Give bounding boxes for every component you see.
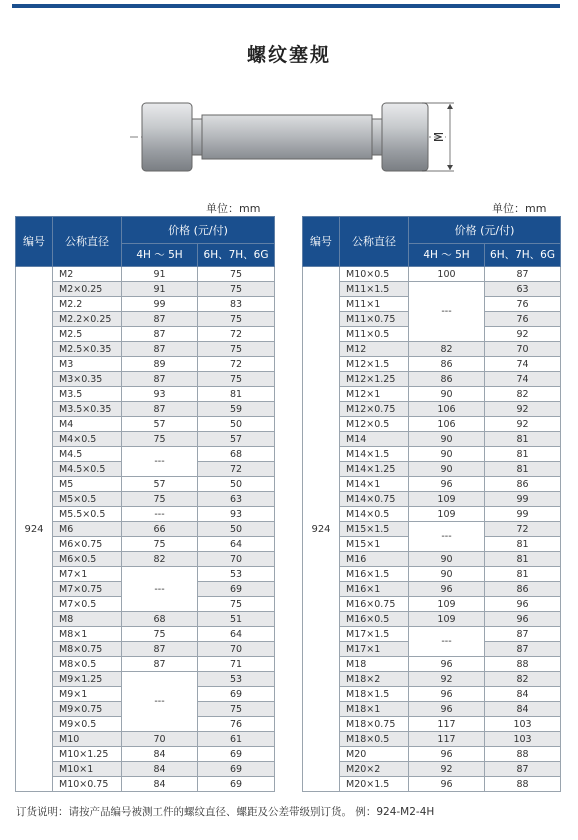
price-b-cell: 72 <box>198 357 275 372</box>
table-row <box>16 282 275 297</box>
table-row <box>16 507 275 522</box>
price-a-cell: 96 <box>409 657 485 672</box>
diameter-cell: M10×0.5 <box>340 267 409 282</box>
price-b-cell: 81 <box>198 387 275 402</box>
price-b-cell: 69 <box>198 762 275 777</box>
diameter-cell: M5.5×0.5 <box>53 507 122 522</box>
price-a-cell: 87 <box>122 372 198 387</box>
price-a-cell: --- <box>122 507 198 522</box>
price-b-cell: 87 <box>485 762 561 777</box>
price-b-cell: 76 <box>485 297 561 312</box>
price-a-cell: 90 <box>409 387 485 402</box>
table-row <box>16 402 275 417</box>
price-a-cell: --- <box>122 567 198 612</box>
table-row <box>16 492 275 507</box>
table-row <box>16 762 275 777</box>
table-row <box>303 372 561 387</box>
price-b-cell: 57 <box>198 432 275 447</box>
price-a-cell: 100 <box>409 267 485 282</box>
table-row <box>16 387 275 402</box>
price-b-cell: 81 <box>485 432 561 447</box>
diameter-cell: M10×0.75 <box>53 777 122 792</box>
diameter-cell: M2.5×0.35 <box>53 342 122 357</box>
table-row <box>16 432 275 447</box>
price-a-cell: 96 <box>409 747 485 762</box>
price-a-cell: 96 <box>409 477 485 492</box>
diameter-cell: M7×0.75 <box>53 582 122 597</box>
table-body-left <box>16 267 275 792</box>
price-b-cell: 99 <box>485 507 561 522</box>
thread-plug-gauge-drawing <box>128 95 458 185</box>
price-b-cell: 81 <box>485 552 561 567</box>
table-row <box>303 357 561 372</box>
diameter-cell: M12×1.25 <box>340 372 409 387</box>
table-row <box>303 492 561 507</box>
diameter-cell: M18×0.5 <box>340 732 409 747</box>
price-b-cell: 75 <box>198 342 275 357</box>
price-a-cell: 84 <box>122 747 198 762</box>
header-id: 编号 <box>16 217 53 267</box>
price-b-cell: 96 <box>485 612 561 627</box>
price-a-cell: 117 <box>409 717 485 732</box>
table-row <box>303 687 561 702</box>
diameter-cell: M14×0.5 <box>340 507 409 522</box>
diameter-cell: M17×1 <box>340 642 409 657</box>
diameter-cell: M4.5×0.5 <box>53 462 122 477</box>
table-row <box>303 552 561 567</box>
diameter-cell: M9×1 <box>53 687 122 702</box>
price-b-cell: 50 <box>198 477 275 492</box>
diameter-cell: M8×0.75 <box>53 642 122 657</box>
diameter-cell: M3 <box>53 357 122 372</box>
header-id: 编号 <box>303 217 340 267</box>
diameter-cell: M12 <box>340 342 409 357</box>
diameter-cell: M15×1 <box>340 537 409 552</box>
diameter-cell: M9×0.75 <box>53 702 122 717</box>
table-row <box>16 297 275 312</box>
price-a-cell: 90 <box>409 447 485 462</box>
price-a-cell: 75 <box>122 537 198 552</box>
price-a-cell: 92 <box>409 672 485 687</box>
price-a-cell: 90 <box>409 432 485 447</box>
price-a-cell: 106 <box>409 417 485 432</box>
price-b-cell: 96 <box>485 597 561 612</box>
price-b-cell: 92 <box>485 402 561 417</box>
table-row <box>303 672 561 687</box>
price-b-cell: 93 <box>198 507 275 522</box>
diameter-cell: M2 <box>53 267 122 282</box>
header-col-a: 4H ～ 5H <box>409 244 485 267</box>
table-row <box>16 267 275 282</box>
table-row <box>303 387 561 402</box>
price-b-cell: 75 <box>198 282 275 297</box>
diameter-cell: M11×1 <box>340 297 409 312</box>
price-a-cell: 86 <box>409 372 485 387</box>
table-row <box>16 342 275 357</box>
diameter-cell: M18×2 <box>340 672 409 687</box>
diameter-cell: M11×0.5 <box>340 327 409 342</box>
price-b-cell: 87 <box>485 627 561 642</box>
table-row <box>16 447 275 462</box>
price-a-cell: 91 <box>122 282 198 297</box>
diameter-cell: M16×0.75 <box>340 597 409 612</box>
price-b-cell: 68 <box>198 447 275 462</box>
table-row <box>16 642 275 657</box>
price-a-cell: 109 <box>409 612 485 627</box>
table-row <box>16 372 275 387</box>
price-b-cell: 75 <box>198 372 275 387</box>
header-name: 公称直径 <box>340 217 409 267</box>
diameter-cell: M16×1 <box>340 582 409 597</box>
price-a-cell: --- <box>122 672 198 732</box>
price-b-cell: 50 <box>198 522 275 537</box>
price-b-cell: 59 <box>198 402 275 417</box>
diameter-cell: M2.5 <box>53 327 122 342</box>
price-b-cell: 64 <box>198 537 275 552</box>
diameter-cell: M7×0.5 <box>53 597 122 612</box>
table-row <box>303 447 561 462</box>
table-row <box>16 777 275 792</box>
price-a-cell: 96 <box>409 582 485 597</box>
diameter-cell: M14×0.75 <box>340 492 409 507</box>
price-a-cell: 86 <box>409 357 485 372</box>
diameter-cell: M6×0.75 <box>53 537 122 552</box>
price-b-cell: 76 <box>198 717 275 732</box>
price-b-cell: 92 <box>485 327 561 342</box>
table-row <box>303 612 561 627</box>
price-b-cell: 69 <box>198 582 275 597</box>
price-b-cell: 63 <box>198 492 275 507</box>
price-b-cell: 53 <box>198 672 275 687</box>
table-row <box>16 657 275 672</box>
price-b-cell: 74 <box>485 372 561 387</box>
price-a-cell: 68 <box>122 612 198 627</box>
diameter-cell: M18×0.75 <box>340 717 409 732</box>
diameter-cell: M10×1.25 <box>53 747 122 762</box>
table-row <box>16 672 275 687</box>
price-table-right <box>302 216 561 792</box>
price-b-cell: 70 <box>198 642 275 657</box>
product-id-cell: 924 <box>16 267 53 792</box>
diameter-cell: M8×0.5 <box>53 657 122 672</box>
price-b-cell: 88 <box>485 657 561 672</box>
price-b-cell: 92 <box>485 417 561 432</box>
table-row <box>303 627 561 642</box>
diameter-cell: M20 <box>340 747 409 762</box>
header-price: 价格 (元/付) <box>409 217 561 244</box>
price-b-cell: 81 <box>485 462 561 477</box>
table-row <box>16 552 275 567</box>
table-row <box>16 747 275 762</box>
diameter-cell: M16×0.5 <box>340 612 409 627</box>
table-row <box>16 732 275 747</box>
order-note: 订货说明：请按产品编号被测工件的螺纹直径、螺距及公差带级别订货。 例：924-M2-4H <box>16 806 435 818</box>
price-a-cell: 75 <box>122 492 198 507</box>
diameter-cell: M11×1.5 <box>340 282 409 297</box>
price-a-cell: --- <box>409 522 485 552</box>
diameter-cell: M14×1.25 <box>340 462 409 477</box>
price-a-cell: 90 <box>409 552 485 567</box>
price-b-cell: 82 <box>485 387 561 402</box>
dimension-label: M <box>432 131 446 143</box>
price-b-cell: 87 <box>485 642 561 657</box>
price-b-cell: 74 <box>485 357 561 372</box>
table-row <box>303 402 561 417</box>
price-a-cell: --- <box>122 447 198 477</box>
diameter-cell: M18×1 <box>340 702 409 717</box>
price-a-cell: 57 <box>122 477 198 492</box>
table-row <box>303 747 561 762</box>
price-a-cell: 82 <box>409 342 485 357</box>
diameter-cell: M12×0.75 <box>340 402 409 417</box>
diameter-cell: M4 <box>53 417 122 432</box>
table-row <box>303 732 561 747</box>
price-b-cell: 61 <box>198 732 275 747</box>
diameter-cell: M2×0.25 <box>53 282 122 297</box>
price-b-cell: 81 <box>485 567 561 582</box>
price-b-cell: 76 <box>485 312 561 327</box>
price-a-cell: 57 <box>122 417 198 432</box>
price-a-cell: --- <box>409 282 485 342</box>
diameter-cell: M9×0.5 <box>53 717 122 732</box>
diameter-cell: M6×0.5 <box>53 552 122 567</box>
table-row <box>303 567 561 582</box>
price-a-cell: 84 <box>122 762 198 777</box>
diameter-cell: M3.5 <box>53 387 122 402</box>
price-a-cell: 87 <box>122 402 198 417</box>
price-a-cell: 96 <box>409 687 485 702</box>
diameter-cell: M4.5 <box>53 447 122 462</box>
price-a-cell: 99 <box>122 297 198 312</box>
diameter-cell: M10×1 <box>53 762 122 777</box>
price-a-cell: 87 <box>122 657 198 672</box>
price-b-cell: 84 <box>485 702 561 717</box>
diameter-cell: M14×1 <box>340 477 409 492</box>
price-b-cell: 71 <box>198 657 275 672</box>
price-a-cell: 87 <box>122 312 198 327</box>
price-b-cell: 75 <box>198 267 275 282</box>
table-row <box>16 567 275 582</box>
price-b-cell: 75 <box>198 312 275 327</box>
table-row <box>303 267 561 282</box>
price-b-cell: 70 <box>198 552 275 567</box>
price-b-cell: 72 <box>198 462 275 477</box>
price-b-cell: 81 <box>485 447 561 462</box>
diameter-cell: M2.2 <box>53 297 122 312</box>
diameter-cell: M17×1.5 <box>340 627 409 642</box>
price-b-cell: 103 <box>485 717 561 732</box>
table-row <box>16 537 275 552</box>
table-row <box>303 657 561 672</box>
price-b-cell: 50 <box>198 417 275 432</box>
diameter-cell: M12×1 <box>340 387 409 402</box>
diameter-cell: M3×0.35 <box>53 372 122 387</box>
price-b-cell: 81 <box>485 537 561 552</box>
table-row <box>16 312 275 327</box>
price-b-cell: 88 <box>485 747 561 762</box>
diameter-cell: M16×1.5 <box>340 567 409 582</box>
price-a-cell: 92 <box>409 762 485 777</box>
table-row <box>303 702 561 717</box>
diameter-cell: M16 <box>340 552 409 567</box>
table-row <box>303 477 561 492</box>
table-row <box>16 477 275 492</box>
table-row <box>303 342 561 357</box>
price-b-cell: 51 <box>198 612 275 627</box>
price-a-cell: 96 <box>409 702 485 717</box>
table-row <box>303 717 561 732</box>
price-b-cell: 87 <box>485 267 561 282</box>
price-b-cell: 72 <box>198 327 275 342</box>
price-a-cell: 87 <box>122 642 198 657</box>
diameter-cell: M20×2 <box>340 762 409 777</box>
diameter-cell: M12×0.5 <box>340 417 409 432</box>
table-row <box>16 522 275 537</box>
table-row <box>303 522 561 537</box>
diameter-cell: M6 <box>53 522 122 537</box>
table-row <box>303 762 561 777</box>
price-a-cell: 82 <box>122 552 198 567</box>
diameter-cell: M2.2×0.25 <box>53 312 122 327</box>
diameter-cell: M5 <box>53 477 122 492</box>
diameter-cell: M12×1.5 <box>340 357 409 372</box>
price-a-cell: 89 <box>122 357 198 372</box>
price-b-cell: 83 <box>198 297 275 312</box>
table-row <box>303 597 561 612</box>
price-a-cell: 90 <box>409 567 485 582</box>
price-a-cell: 66 <box>122 522 198 537</box>
price-b-cell: 86 <box>485 477 561 492</box>
diameter-cell: M10 <box>53 732 122 747</box>
price-b-cell: 103 <box>485 732 561 747</box>
table-row <box>16 627 275 642</box>
table-row <box>303 777 561 792</box>
price-b-cell: 99 <box>485 492 561 507</box>
header-col-b: 6H、7H、6G <box>485 244 561 267</box>
price-a-cell: 84 <box>122 777 198 792</box>
price-a-cell: 75 <box>122 432 198 447</box>
diameter-cell: M14 <box>340 432 409 447</box>
unit-label-right: 单位：mm <box>492 202 547 215</box>
product-id-cell: 924 <box>303 267 340 792</box>
price-a-cell: 70 <box>122 732 198 747</box>
price-b-cell: 84 <box>485 687 561 702</box>
table-row <box>303 507 561 522</box>
price-a-cell: 109 <box>409 507 485 522</box>
page-title: 螺纹塞规 <box>246 44 331 66</box>
price-a-cell: 106 <box>409 402 485 417</box>
price-b-cell: 75 <box>198 597 275 612</box>
diameter-cell: M8 <box>53 612 122 627</box>
table-row <box>303 582 561 597</box>
header-price: 价格 (元/付) <box>122 217 275 244</box>
header-col-b: 6H、7H、6G <box>198 244 275 267</box>
diameter-cell: M11×0.75 <box>340 312 409 327</box>
price-b-cell: 75 <box>198 702 275 717</box>
top-accent-bar <box>12 4 560 8</box>
diameter-cell: M8×1 <box>53 627 122 642</box>
price-b-cell: 82 <box>485 672 561 687</box>
price-a-cell: 90 <box>409 462 485 477</box>
header-col-a: 4H ～ 5H <box>122 244 198 267</box>
price-a-cell: 87 <box>122 327 198 342</box>
price-b-cell: 69 <box>198 687 275 702</box>
price-b-cell: 88 <box>485 777 561 792</box>
price-a-cell: 87 <box>122 342 198 357</box>
unit-label-left: 单位：mm <box>206 202 261 215</box>
table-row <box>303 432 561 447</box>
diameter-cell: M18×1.5 <box>340 687 409 702</box>
price-a-cell: 117 <box>409 732 485 747</box>
diameter-cell: M3.5×0.35 <box>53 402 122 417</box>
table-row <box>303 462 561 477</box>
price-b-cell: 64 <box>198 627 275 642</box>
table-body-right <box>303 267 561 792</box>
price-b-cell: 86 <box>485 582 561 597</box>
price-a-cell: --- <box>409 627 485 657</box>
diameter-cell: M5×0.5 <box>53 492 122 507</box>
table-row <box>16 357 275 372</box>
table-row <box>16 612 275 627</box>
price-b-cell: 53 <box>198 567 275 582</box>
diameter-cell: M9×1.25 <box>53 672 122 687</box>
price-b-cell: 70 <box>485 342 561 357</box>
price-a-cell: 91 <box>122 267 198 282</box>
price-a-cell: 75 <box>122 627 198 642</box>
table-row <box>303 417 561 432</box>
table-row <box>16 417 275 432</box>
price-a-cell: 96 <box>409 777 485 792</box>
price-b-cell: 69 <box>198 747 275 762</box>
price-b-cell: 72 <box>485 522 561 537</box>
header-name: 公称直径 <box>53 217 122 267</box>
diameter-cell: M4×0.5 <box>53 432 122 447</box>
price-a-cell: 109 <box>409 597 485 612</box>
diameter-cell: M20×1.5 <box>340 777 409 792</box>
price-a-cell: 93 <box>122 387 198 402</box>
diameter-cell: M18 <box>340 657 409 672</box>
diameter-cell: M14×1.5 <box>340 447 409 462</box>
diameter-cell: M7×1 <box>53 567 122 582</box>
price-b-cell: 63 <box>485 282 561 297</box>
price-table-left <box>15 216 275 792</box>
price-b-cell: 69 <box>198 777 275 792</box>
price-a-cell: 109 <box>409 492 485 507</box>
table-row <box>303 282 561 297</box>
table-row <box>16 327 275 342</box>
diameter-cell: M15×1.5 <box>340 522 409 537</box>
